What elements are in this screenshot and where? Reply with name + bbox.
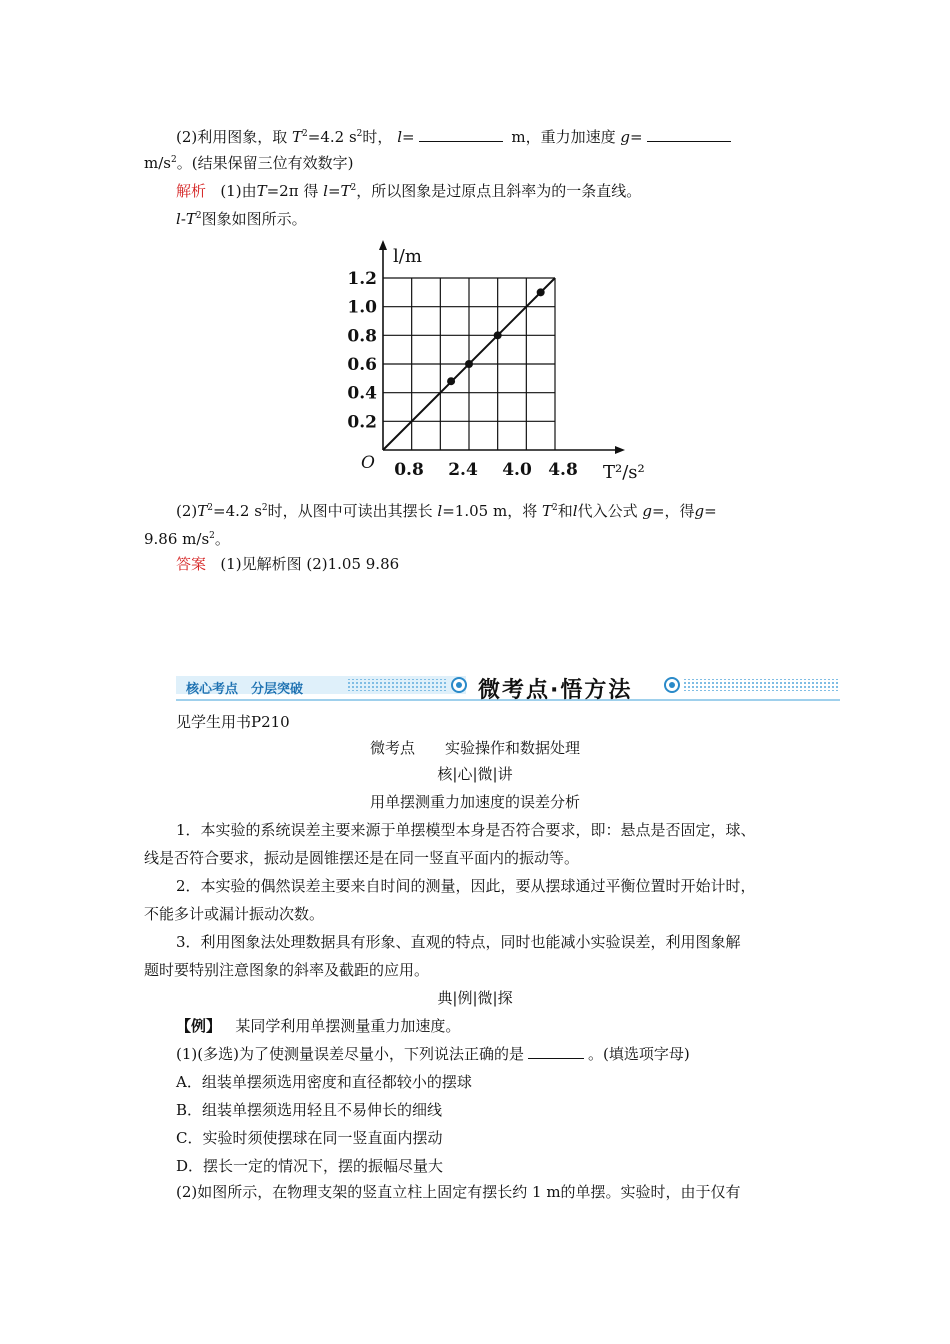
data-point <box>537 288 545 296</box>
origin-label: O <box>361 453 375 473</box>
y-axis-arrow <box>379 240 387 250</box>
section-heading: 微考点 实验操作和数据处理 <box>369 739 580 757</box>
option-d: D．摆长一定的情况下，摆的振幅尽量大 <box>176 1157 444 1175</box>
subsection-core-lecture: 核|心|微|讲 <box>437 765 513 783</box>
analysis-part-1: 解析 (1)由T=2π 得 $l=T^2$，所以图象是过原点且斜率为的一条直线。 <box>176 182 642 200</box>
subsection-example: 典|例|微|探 <box>437 989 513 1007</box>
topic-title: 用单摆测重力加速度的误差分析 <box>369 793 580 811</box>
y-tick-label: 0.6 <box>347 355 377 375</box>
x-tick-label: 0.8 <box>394 460 424 480</box>
data-point <box>465 360 473 368</box>
x-tick-label: 2.4 <box>448 460 478 480</box>
y-tick-label: 0.2 <box>347 412 377 433</box>
y-axis-label: l/m <box>393 246 422 267</box>
option-c: C．实验时须使摆球在同一竖直面内摆动 <box>176 1129 443 1147</box>
analysis-graph-caption: $l-T^2$图象如图所示。 <box>176 210 307 228</box>
answer-label: 答案 <box>176 555 207 573</box>
data-point <box>494 331 502 339</box>
y-tick-label: 0.8 <box>347 326 377 347</box>
y-tick-label: 1.2 <box>347 269 377 289</box>
analysis-label: 解析 <box>176 182 207 200</box>
question-2-line-2: $m/s^2$。(结果保留三位有效数字) <box>144 154 354 172</box>
paragraph-3-line-2: 题时要特别注意图象的斜率及截距的应用。 <box>144 961 430 979</box>
analysis-part-2: $(2)T^2=4.2$ $s^2$时，从图中可读出其摆长 l=1.05 m，将 $T^2$和l代入公式 g=，得g= <box>176 502 717 520</box>
answer-line: 答案 (1)见解析图 (2)1.05 9.86 <box>176 555 400 573</box>
x-tick-label: 4.0 <box>502 460 532 480</box>
paragraph-2-line-2: 不能多计或漏计振动次数。 <box>144 905 325 923</box>
example-question-1: (1)(多选)为了使测量误差尽量小，下列说法正确的是 。(填选项字母) <box>176 1045 690 1063</box>
analysis-part-2-line-2: 9.86 $m/s^2$。 <box>144 530 230 548</box>
answer-blank-l <box>419 127 503 142</box>
paragraph-1-line-1: 1．本实验的系统误差主要来源于单摆模型本身是否符合要求，即：悬点是否固定，球、 <box>176 821 756 839</box>
y-tick-label: 0.4 <box>347 383 377 404</box>
x-axis-label: T²/s² <box>603 462 645 483</box>
banner-title: 微考点·悟方法 <box>478 678 633 703</box>
textbook-reference: 见学生用书P210 <box>176 713 290 731</box>
paragraph-1-line-2: 线是否符合要求，振动是圆锥摆还是在同一竖直平面内的振动等。 <box>144 849 580 867</box>
l-t2-graph <box>345 238 675 494</box>
question-2-line-1: (2)利用图象，取 $T^2=4.2$ $s^2$时， l= m，重力加速度 g= <box>176 124 735 147</box>
option-a: A．组装单摆须选用密度和直径都较小的摆球 <box>176 1073 472 1091</box>
answer-blank-g <box>647 127 731 142</box>
paragraph-3-line-1: 3．利用图象法处理数据具有形象、直观的特点，同时也能减小实验误差，利用图象解 <box>176 933 741 951</box>
answer-blank-q1 <box>528 1044 584 1059</box>
option-b: B．组装单摆须选用轻且不易伸长的细线 <box>176 1101 443 1119</box>
x-axis-arrow <box>615 446 625 454</box>
example-label: 【例】 <box>176 1017 222 1035</box>
y-tick-label: 1.0 <box>347 297 377 318</box>
paragraph-2-line-1: 2．本实验的偶然误差主要来自时间的测量，因此，要从摆球通过平衡位置时开始计时， <box>176 877 756 895</box>
example-line: 【例】 某同学利用单摆测量重力加速度。 <box>176 1017 461 1035</box>
data-point <box>447 377 455 385</box>
x-tick-label: 4.8 <box>548 460 578 480</box>
example-question-2: (2)如图所示，在物理支架的竖直立柱上固定有摆长约 1 m的单摆。实验时，由于仅有 <box>176 1183 741 1201</box>
banner-left-text: 核心考点 分层突破 <box>186 682 304 697</box>
section-banner <box>176 670 840 706</box>
